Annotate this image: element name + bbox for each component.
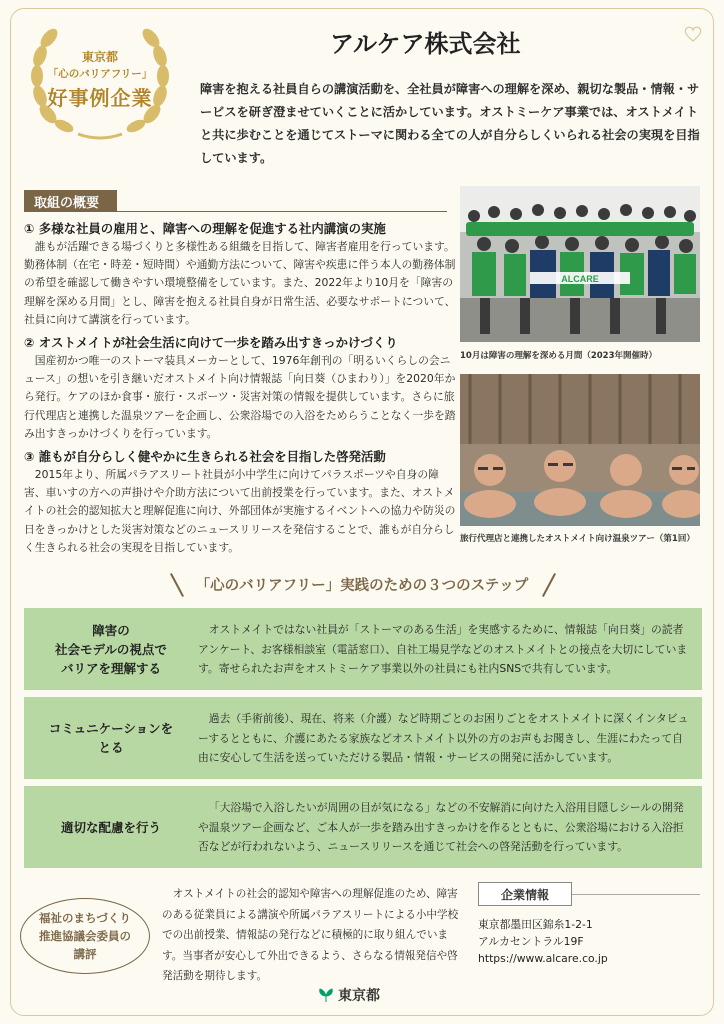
company-address-1: 東京都墨田区錦糸1-2-1: [478, 918, 593, 931]
overview-heading: 取組の概要: [24, 190, 117, 212]
evaluation-text: オストメイトの社会的認知や障害への理解促進のため、障害のある従業員による講演や所属パラアスリートによる小中学校での出前授業、情報誌の発行などに積極的に取り組んでいます。当事者が安心して外出できるよう、さらなる情報発信や啓発活動を期待します。: [162, 888, 459, 982]
overview-rule: [117, 211, 447, 212]
item-body-3: 2015年より、所属パラアスリート社員が小中学生に向けてパラスポーツや自身の障害、車いすの方への声掛けや介助方法について出前授業を行っています。また、オストメイトの社会的認知拡大と理解促進に向け、外部団体が実施するイベントへの協力や防災の日をきっかけとした災害対策などのニュースリリースを発信することで、誰もが自分らしく生きられる社会の実現を目指しています。: [24, 468, 456, 554]
item-body-1: 誰もが活躍できる場づくりと多様性ある組織を目指して、障害者雇用を行っています。勤務体制（在宅・時差・短時間）や通勤方法について、障害や疾患に伴う本人の勤務体制の希望を確認して働きやすい環境整備をしています。また、2022年より10月を「障害の理解を深める月間」とし、障害を抱える社員自身が日常生活、必要なサポートについて、社員に向けて講演を行っています。: [24, 240, 456, 326]
step-2-text: 過去（手術前後）、現在、将来（介護）など時期ごとのお困りごとをオストメイトに深くインタビューするとともに、介護にあたる家族などオストメイト以外の方のお声もお聞きし、生涯にわたって自由に安心して生活を送っていただける製品・情報・サービスの開発に活かしています。: [198, 712, 689, 764]
overview-item: [24, 333, 456, 443]
item-title-1: ① 多様な社員の雇用と、障害への理解を促進する社内講演の実施: [24, 221, 386, 236]
steps-title: 「心のバリアフリー」実践のための３つのステップ: [195, 578, 529, 594]
step-2: [24, 697, 702, 779]
item-title-2: ② オストメイトが社会生活に向けて一歩を踏み出すきっかけづくり: [24, 335, 398, 351]
item-body-2: 国産初かつ唯一のストーマ装具メーカーとして、1976年創刊の「明るいくらしの会ニュース」の想いを引き継いだオストメイト向け情報誌「向日葵（ひまわり）」を2020年から発行。ケアのほか食事・旅行・スポーツ・災害対策の情報を提供しています。さらに旅行代理店と連携した温泉ツアーを企画し、公衆浴場での入浴をためらうことなく一歩を踏み出すきっかけづくりを行っています。: [24, 354, 456, 440]
step-3: [24, 786, 702, 868]
step-1-label: [36, 608, 186, 690]
tokyo-ginkgo-icon: [318, 987, 334, 1003]
company-info-heading: 企業情報: [478, 882, 572, 906]
hot-spring-photo: [460, 374, 700, 526]
step-1-label-text: 障害の 社会モデルの視点で バリアを理解する: [55, 622, 167, 676]
intro-paragraph: 障害を抱える社員自らの講演活動を、全社員が障害への理解を深め、親切な製品・情報・サービスを研ぎ澄ませていくことに活かしています。オストミーケア事業では、オストメイトと共に歩むことを通じてストーマに関わる全ての人が自分らしくいられる社会の実現を目指しています。: [200, 82, 700, 165]
photo-caption-1: 10月は障害の理解を深める月間（2023年開催時）: [460, 351, 657, 361]
company-info-rule: [572, 894, 700, 895]
overview-items: [24, 219, 456, 561]
badge-line-1: 東京都: [81, 50, 118, 64]
group-photo: [460, 186, 700, 342]
company-info: [478, 916, 608, 967]
alcare-banner-text: ALCARE: [561, 274, 599, 284]
company-url[interactable]: https://www.alcare.co.jp: [478, 952, 608, 965]
heart-icon: [684, 26, 702, 42]
step-1-text: オストメイトではない社員が「ストーマのある生活」を実感するために、情報誌「向日葵」の読者アンケート、お客様相談室（電話窓口）、自社工場見学などのオストメイトとの接点を大切にしています。寄せられたお声をオストミーケア事業以外の社員にも社内SNSで共有しています。: [198, 623, 688, 675]
badge-line-2: 「心のバリアフリー」: [47, 68, 153, 80]
item-title-3: ③ 誰もが自分らしく健やかに生きられる社会を目指した啓発活動: [24, 449, 386, 465]
step-1: [24, 608, 702, 690]
tokyo-logo: [318, 985, 380, 1005]
tokyo-logo-text: 東京都: [338, 988, 380, 1004]
badge-line-3: 好事例企業: [47, 86, 153, 110]
step-3-label-text: 適切な配慮を行う: [60, 819, 161, 835]
photo-caption-2: 旅行代理店と連携したオストメイト向け温泉ツアー（第1回）: [460, 534, 695, 544]
overview-item: [24, 447, 456, 557]
step-3-text: 「大浴場で入浴したいが周囲の目が気になる」などの不安解消に向けた入浴用目隠しシールの開発や温泉ツアー企画など、ご本人が一歩を踏み出すきっかけを作るとともに、公衆浴場における入浴拒否などが行われないよう、ニュースリリースを通じて社会への啓発活動を行っています。: [198, 801, 684, 853]
step-2-label: [36, 697, 186, 779]
award-badge: [18, 14, 182, 146]
company-address-2: アルカセントラル19F: [478, 935, 584, 948]
step-2-label-text: コミュニケーションを とる: [48, 721, 174, 755]
company-name: アルケア株式会社: [330, 30, 521, 58]
overview-item: [24, 219, 456, 329]
step-3-label: [36, 786, 186, 868]
evaluation-label: [20, 898, 150, 974]
evaluation-label-text: 福祉のまちづくり 推進協議会委員の 講評: [39, 911, 131, 961]
